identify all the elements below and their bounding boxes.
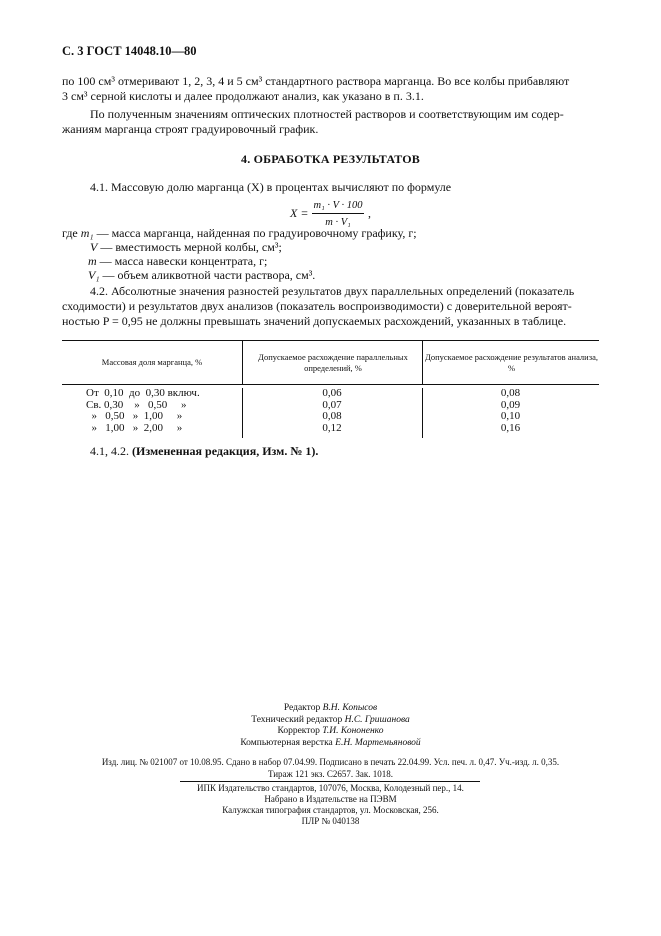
credit-line: Корректор Т.И. Кононенко [277,726,384,736]
definition-symbol: m₁ [80,226,94,240]
credit-line: Редактор В.Н. Копысов [283,703,378,713]
cell-analysis: 0,08 [500,387,521,399]
intro-line-1: по 100 см³ отмеривают 1, 2, 3, 4 и 5 см³ стандартного раствора марганца. Во все колбы прибавляют [62,74,570,88]
formula-lhs: X = [290,206,309,220]
cell-parallel: 0,07 [322,398,342,411]
clause-4-2-line-3: ностью P = 0,95 не должны превышать значений допускаемых расхождений, указанных в таблице. [62,314,567,328]
fraction-bar [312,213,364,214]
graph-line-1: По полученным значениям оптических плотностей растворов и соответствующим им содер- [90,107,564,121]
column-header-parallel: Допускаемое расхождение параллельных определений, % [242,341,423,384]
cell-range: » 1,00 » 2,00 » [86,421,183,434]
printer-line-4: ПЛР № 040138 [301,816,360,826]
cell-analysis: 0,16 [500,421,521,434]
publication-info [0,757,661,780]
intro-paragraph [62,74,598,104]
printer-info [0,783,661,827]
formula-numerator: m₁ · V · 100 [313,200,363,211]
formula-comma: , [368,206,371,220]
cell-range: Св. 0,30 » 0,50 » [86,398,187,411]
credit-line: Технический редактор Н.С. Гришанова [251,714,410,725]
clause-4-2-line-1: 4.2. Абсолютные значения разностей результатов двух параллельных определений (показатель [90,284,575,298]
publication-line-1: Изд. лиц. № 021007 от 10.08.95. Сдано в набор 07.04.99. Подписано в печать 22.04.99. Усл. печ. л. 0,47. Уч.-изд. л. 0,35. [101,757,560,767]
cell-analysis: 0,09 [500,398,521,411]
definition-item: V — вместимость мерной колбы, см³; [90,240,282,254]
editorial-credits [0,703,661,749]
printer-line-3: Калужская типография стандартов, ул. Московская, 256. [222,805,439,815]
clause-4-2 [62,284,598,329]
cell-range: » 0,50 » 1,00 » [86,410,183,422]
column-header-analysis: Допускаемое расхождение результатов анализа, % [422,341,600,384]
clause-4-1: 4.1. Массовую долю марганца (X) в процентах вычисляют по формуле [90,180,452,194]
cell-parallel: 0,08 [322,410,342,422]
credit-line: Компьютерная верстка Е.Н. Мартемьяновой [240,737,421,748]
amendment-note [90,444,318,459]
printer-line-1: ИПК Издательство стандартов, 107076, Москва, Колодезный пер., 14. [197,783,464,793]
graph-paragraph [62,107,598,137]
cell-parallel: 0,06 [322,387,342,399]
printer-line-2: Набрано в Издательстве на ПЭВМ [264,794,397,804]
table-row [62,388,599,400]
table-row [62,423,599,435]
graph-line-2: жаниям марганца строят градуировочный график. [62,122,319,136]
section-title: 4. ОБРАБОТКА РЕЗУЛЬТАТОВ [241,152,420,166]
definition-item: m — масса навески концентрата, г; [88,254,268,268]
column-header-mass-fraction: Массовая доля марганца, % [101,357,203,367]
cell-range: От 0,10 до 0,30 включ. [86,387,200,399]
tolerance-table [62,340,599,438]
definition-symbol: V₁ [88,268,100,282]
table-header [62,340,599,385]
cell-analysis: 0,10 [500,410,521,422]
publication-line-2: Тираж 121 экз. С2657. Зак. 1018. [267,768,394,779]
definition-symbol: V [90,240,98,254]
formula-denominator: m · V₁ [325,217,351,228]
definitions-list [62,226,602,282]
amendment-prefix: 4.1, 4.2. [90,444,132,458]
cell-parallel: 0,12 [322,421,342,434]
clause-4-2-line-2: сходимости) и результатов двух анализов (показатель воспроизводимости) с доверительной вероят- [62,299,572,313]
amendment-text: (Измененная редакция, Изм. № 1). [132,444,319,458]
divider-rule [180,781,480,782]
page-header: С. 3 ГОСТ 14048.10—80 [62,44,197,58]
definition-item: где m₁ — масса марганца, найденная по градуировочному графику, г; [62,226,417,240]
definition-symbol: m [88,254,97,268]
table-row [62,411,599,423]
definition-item: V₁ — объем аликвотной части раствора, см³. [88,268,316,282]
intro-line-2: 3 см³ серной кислоты и далее продолжают анализ, как указано в п. 3.1. [62,89,424,103]
table-body [62,388,599,438]
